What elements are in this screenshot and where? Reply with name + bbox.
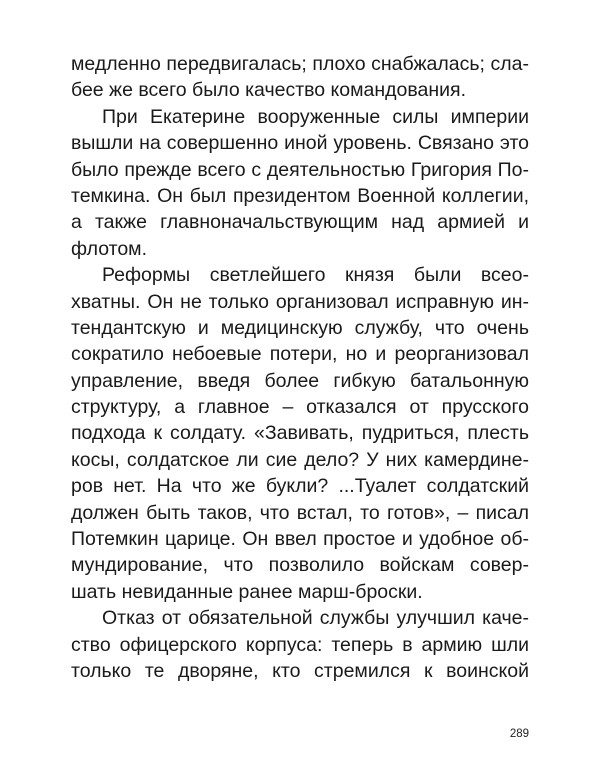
paragraph-2	[71, 104, 529, 262]
text-line: Отказ от обязательной службы улучшил каче-	[102, 607, 529, 630]
paragraph-4	[71, 605, 529, 684]
text-line: вышли на совершенно иной уровень. Связано это	[71, 132, 529, 155]
text-line: шать невиданные ранее марш-броски.	[71, 580, 423, 603]
page-body	[71, 51, 529, 684]
text-line: медленно передвигалась; плохо снабжалась; сла-	[71, 53, 529, 75]
text-line: флотом.	[71, 237, 148, 260]
text-line: мундирование, что позволило войскам совер-	[71, 554, 529, 577]
text-line: подхода к солдату. «Завивать, пудриться, плесть	[71, 422, 529, 445]
text-line: управление, введя более гибкую батальонную	[71, 369, 529, 392]
text-line: ров нет. На что же букли? ...Туалет солдатский	[71, 475, 529, 498]
paragraph-1	[71, 51, 529, 104]
text-line: косы, солдатское ли сие дело? У них камердине-	[71, 448, 529, 471]
paragraph-3	[71, 262, 529, 605]
text-line: структуру, а главное – отказался от прусского	[71, 396, 529, 419]
text-line: темкина. Он был президентом Военной коллегии,	[71, 184, 529, 207]
text-line: ство офицерского корпуса: теперь в армию шли	[71, 633, 529, 656]
text-line: хватны. Он не только организовал исправную ин-	[71, 290, 529, 313]
text-line: бее же всего было качество командования.	[71, 79, 467, 102]
text-line: только те дворяне, кто стремился к воинской	[71, 659, 529, 682]
text-line: При Екатерине вооруженные силы империи	[102, 105, 529, 128]
text-line: Потемкин царице. Он ввел простое и удобное об-	[71, 528, 529, 551]
page-number: 289	[509, 728, 529, 740]
text-line: а также главноначальствующим над армией и	[71, 211, 529, 234]
text-line: должен быть таков, что встал, то готов», – писал	[71, 501, 529, 524]
text-line: Реформы светлейшего князя были всео-	[102, 264, 529, 287]
text-line: сократило небоевые потери, но и реорганизовал	[71, 343, 529, 366]
text-line: тендантскую и медицинскую службу, что очень	[71, 316, 529, 339]
text-line: было прежде всего с деятельностью Григория По-	[71, 158, 529, 181]
